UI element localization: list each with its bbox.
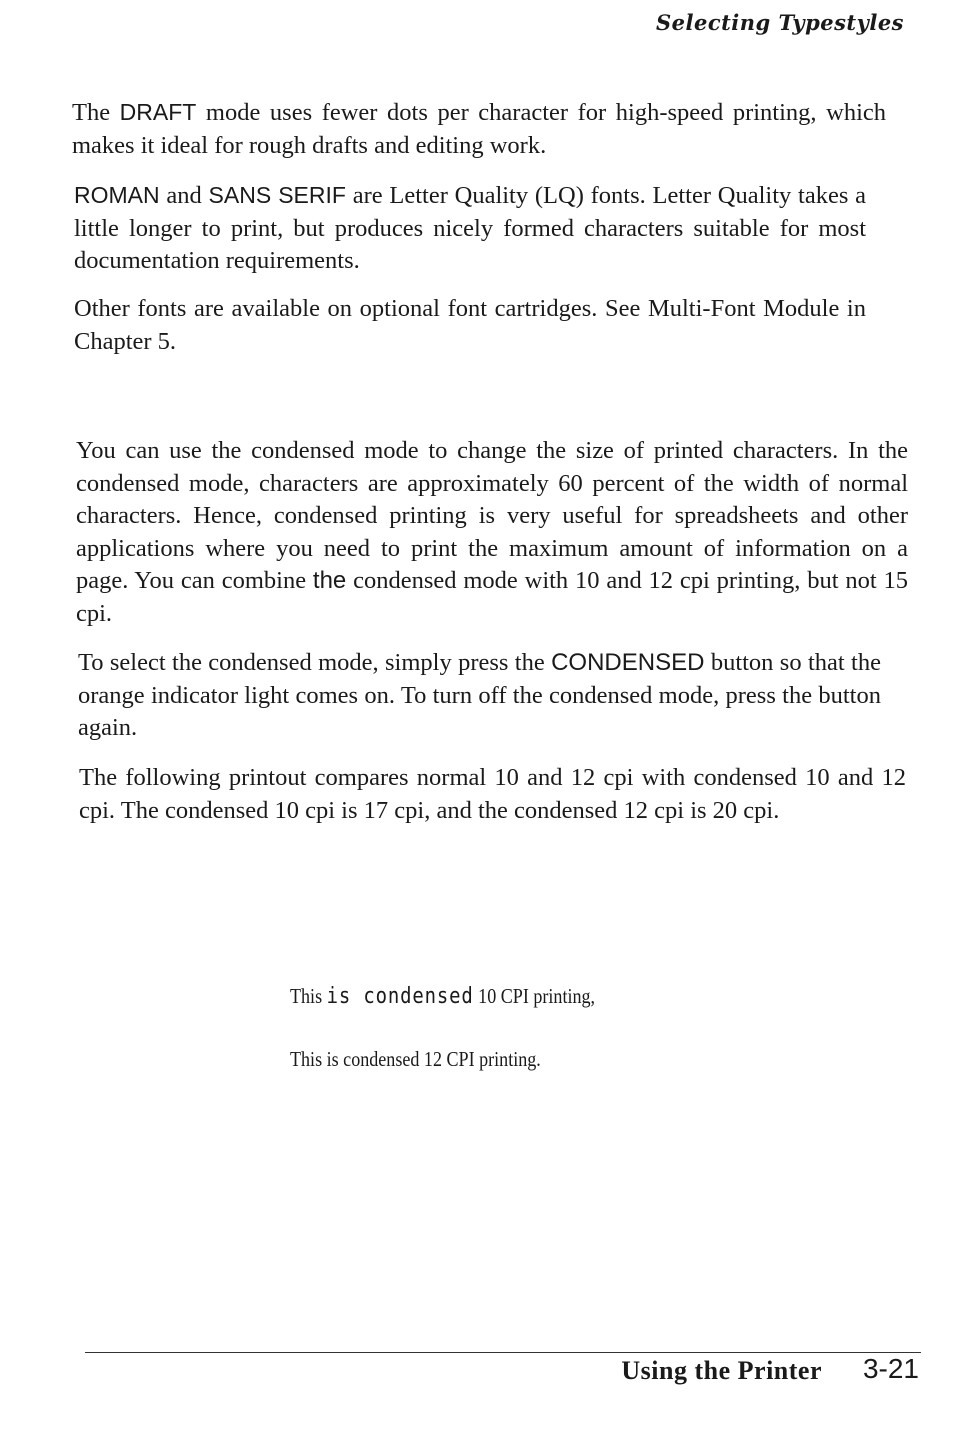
text: mode uses fewer dots per character for high-speed printing, which makes it ideal for rough drafts and editing work. xyxy=(72,99,886,159)
text: The xyxy=(72,99,120,126)
text: This xyxy=(290,984,327,1008)
keyword-sans-serif: SANS SERIF xyxy=(208,182,346,208)
paragraph-select-condensed xyxy=(78,647,881,745)
paragraph-draft-mode xyxy=(72,96,886,162)
paragraph-compare xyxy=(79,762,906,827)
text: and xyxy=(159,182,209,209)
keyword-roman: ROMAN xyxy=(74,182,160,208)
paragraph-condensed-intro xyxy=(76,435,908,630)
text: condensed mode with 10 and 12 cpi printing, but not 15 cpi. xyxy=(76,567,908,627)
keyword-the: the xyxy=(312,567,347,594)
text: You can use the condensed mode to change the size of printed characters. In the condensed mode, characters are approximately 60 percent of the width of normal characters. Hence, condensed printing is very useful for spreadsheets and other applications where you need to print the maximum amount of information on a page. You can combine xyxy=(76,437,908,594)
running-head: Selecting Typestyles xyxy=(655,10,904,35)
text: The following printout compares normal 10 and 12 cpi with condensed 10 and 12 cpi. The condensed 10 cpi is 17 cpi, and the condensed 12 cpi is 20 cpi. xyxy=(79,764,906,824)
page-number: 3-21 xyxy=(862,1353,919,1384)
keyword-draft: DRAFT xyxy=(119,99,197,125)
text: To select the condensed mode, simply press the xyxy=(78,649,552,676)
text: Other fonts are available on optional font cartridges. See Multi-Font Module in Chapter 5. xyxy=(74,295,866,355)
printout-line-10cpi xyxy=(290,984,595,1009)
footer-rule xyxy=(85,1352,921,1353)
footer-title: Using the Printer xyxy=(621,1356,822,1385)
text: are Letter Quality (LQ) fonts. Letter Quality takes a little longer to print, but produces nicely formed characters suitable for most documentation requirements. xyxy=(74,182,866,274)
keyword-condensed: CONDENSED xyxy=(551,649,705,676)
text: button so that the orange indicator light comes on. To turn off the condensed mode, press the button again. xyxy=(78,649,881,741)
paragraph-other-fonts xyxy=(74,293,866,358)
paragraph-lq-fonts xyxy=(74,179,866,278)
printout-line-12cpi: This is condensed 12 CPI printing. xyxy=(290,1047,541,1071)
text: 10 CPI printing, xyxy=(473,984,596,1008)
text-mono: is condensed xyxy=(326,984,474,1009)
